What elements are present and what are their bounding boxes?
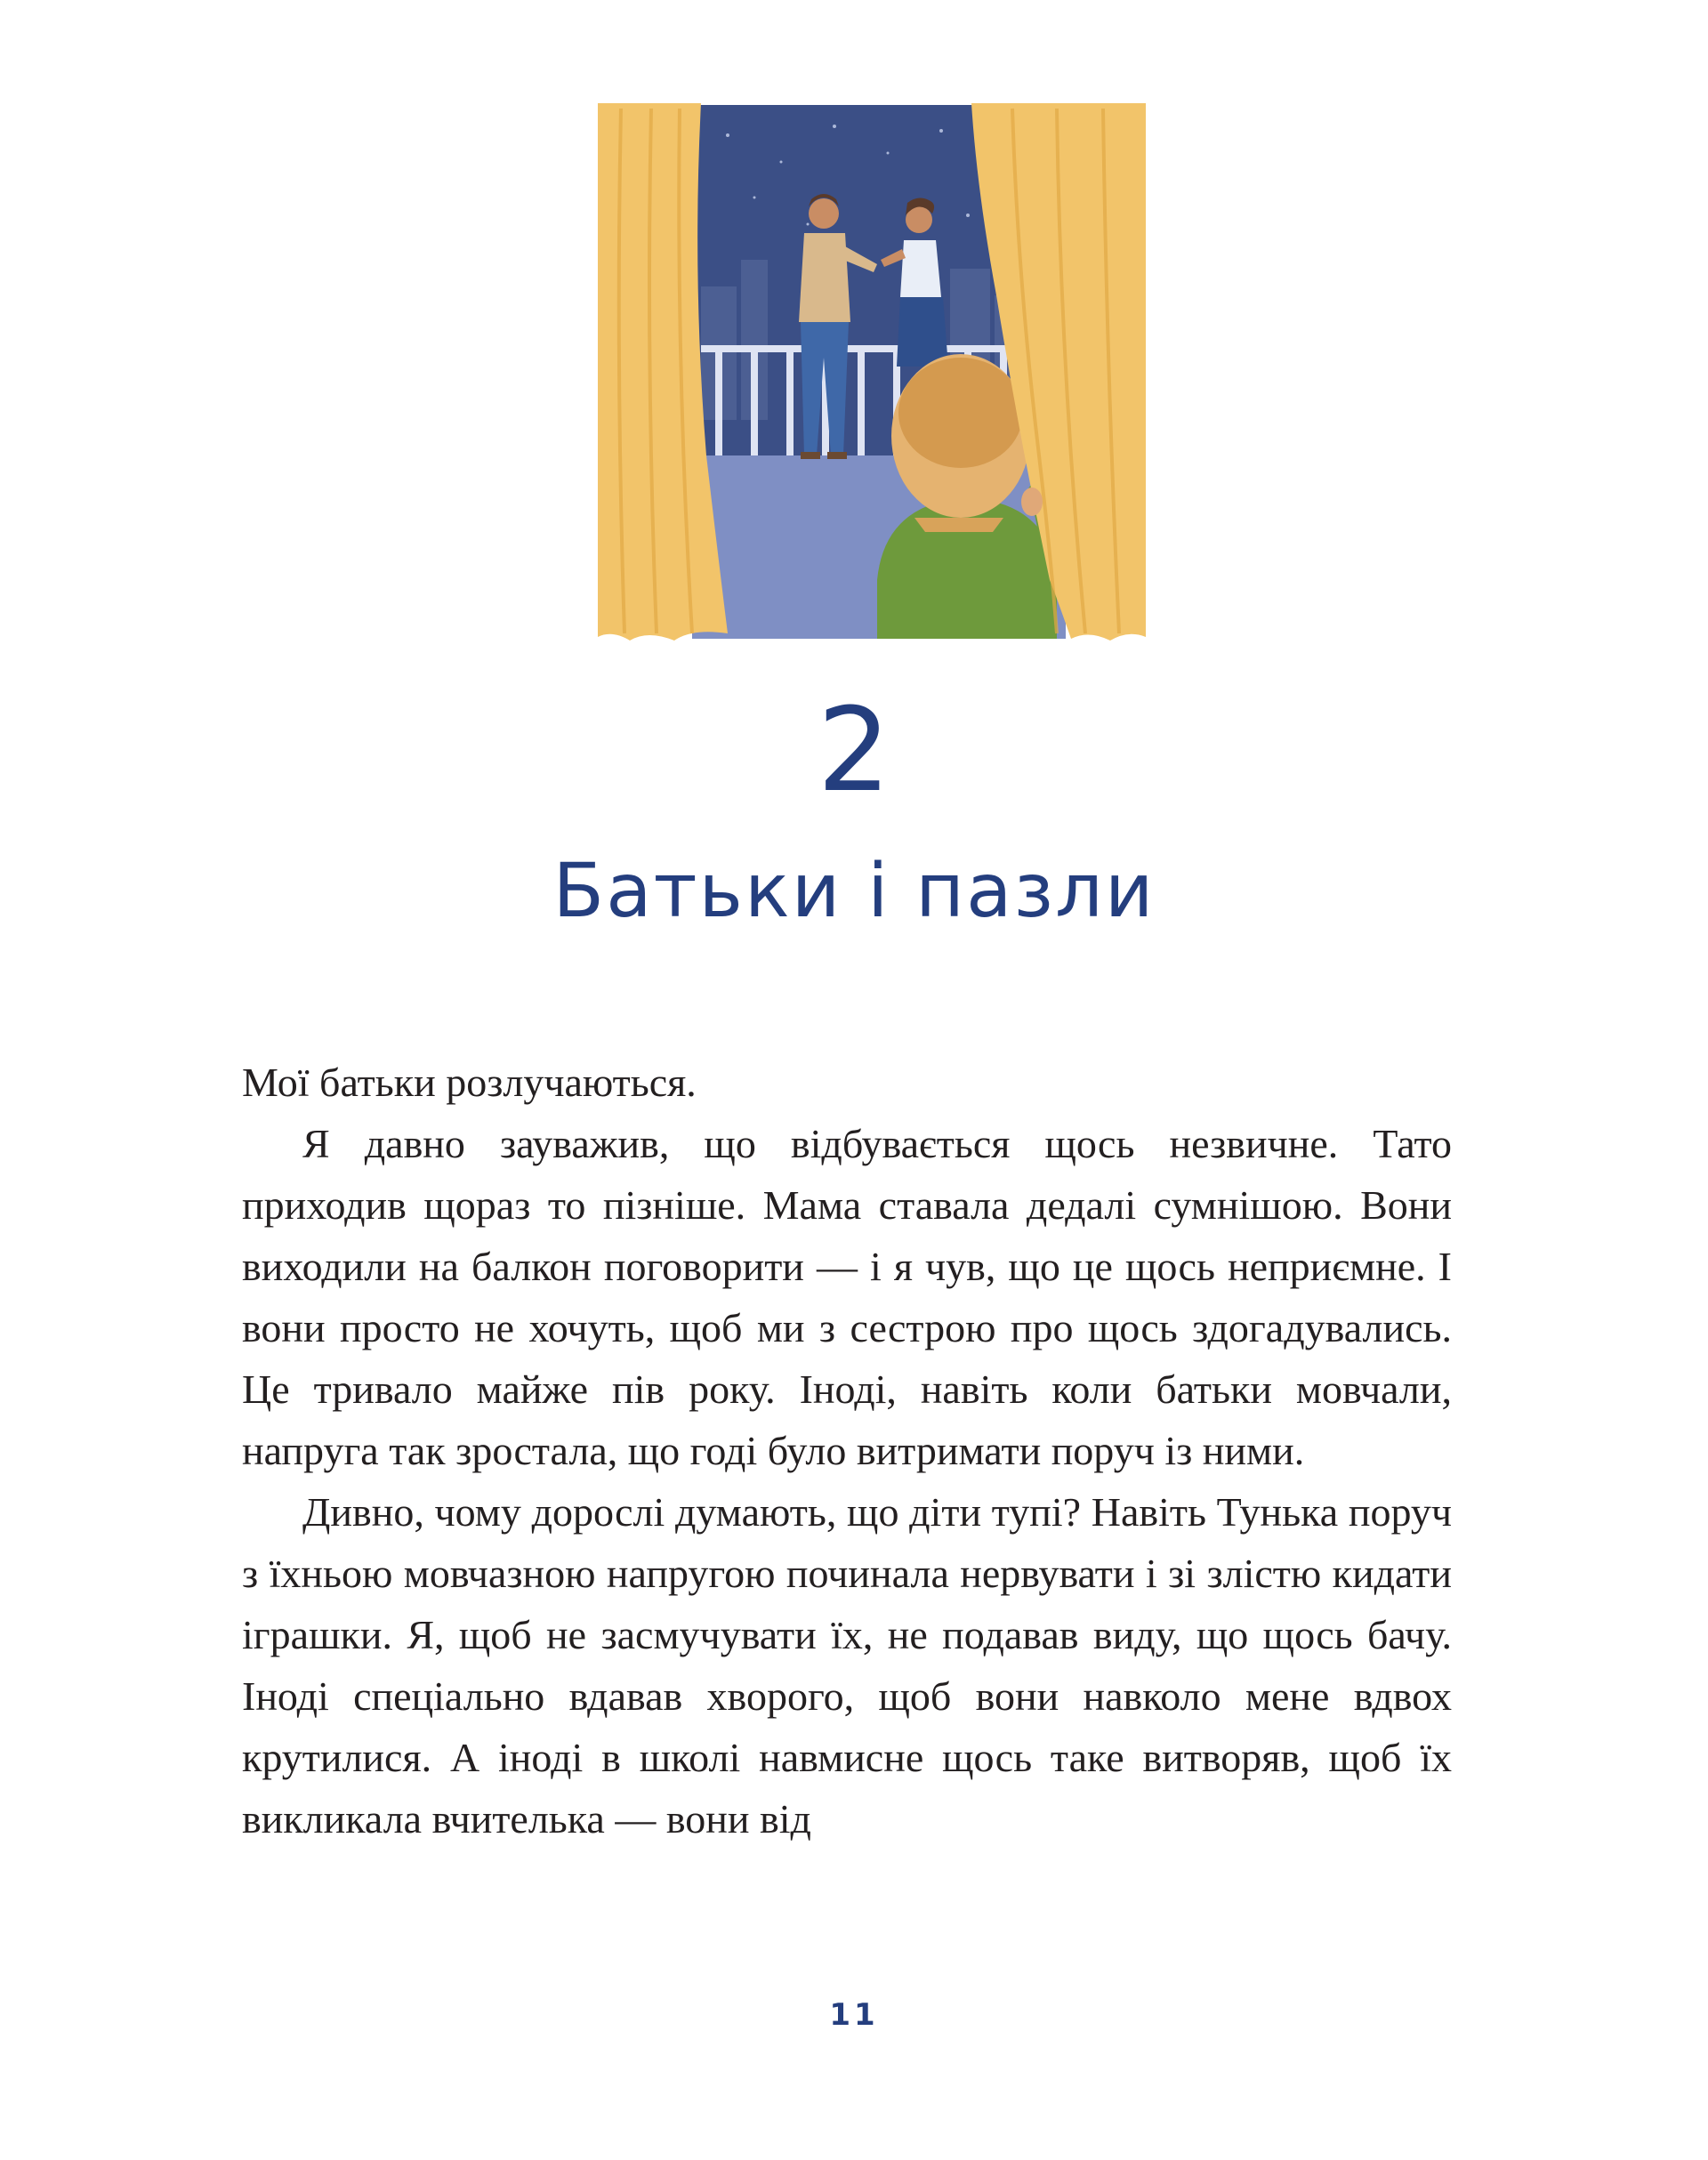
chapter-body [242,1052,1452,1850]
paragraph: Мої батьки розлучаються. [242,1060,697,1105]
paragraph: Дивно, чому дорослі думають, що діти тупі? Навіть Тунька поруч з їхньою мовчазною напругою починала нервувати і зі злістю кидати іграшки. Я, щоб не засмучувати їх, не подавав виду, що щось бачу. Іноді спеціально вдавав хворого, щоб вони навколо мене вдвох крутилися. А іноді в школі навмисне щось таке витворяв, щоб їх викликала вчителька — вони від [242,1489,1452,1842]
page-number: 11 [829,1997,879,2033]
chapter-title: Батьки і пазли [552,847,1156,934]
chapter-number: 2 [817,682,891,818]
chapter-illustration [594,100,1149,646]
paragraph: Я давно зауважив, що відбувається щось незвичне. Тато приходив щораз то пізніше. Мама ставала дедалі сумнішою. Вони виходили на балкон поговорити — і я чув, що це щось неприємне. І вони просто не хочуть, щоб ми з сестрою про щось здогадувались. Це тривало майже пів року. Іноді, навіть коли батьки мовчали, напруга так зростала, що годі було витримати поруч із ними. [242,1121,1452,1473]
